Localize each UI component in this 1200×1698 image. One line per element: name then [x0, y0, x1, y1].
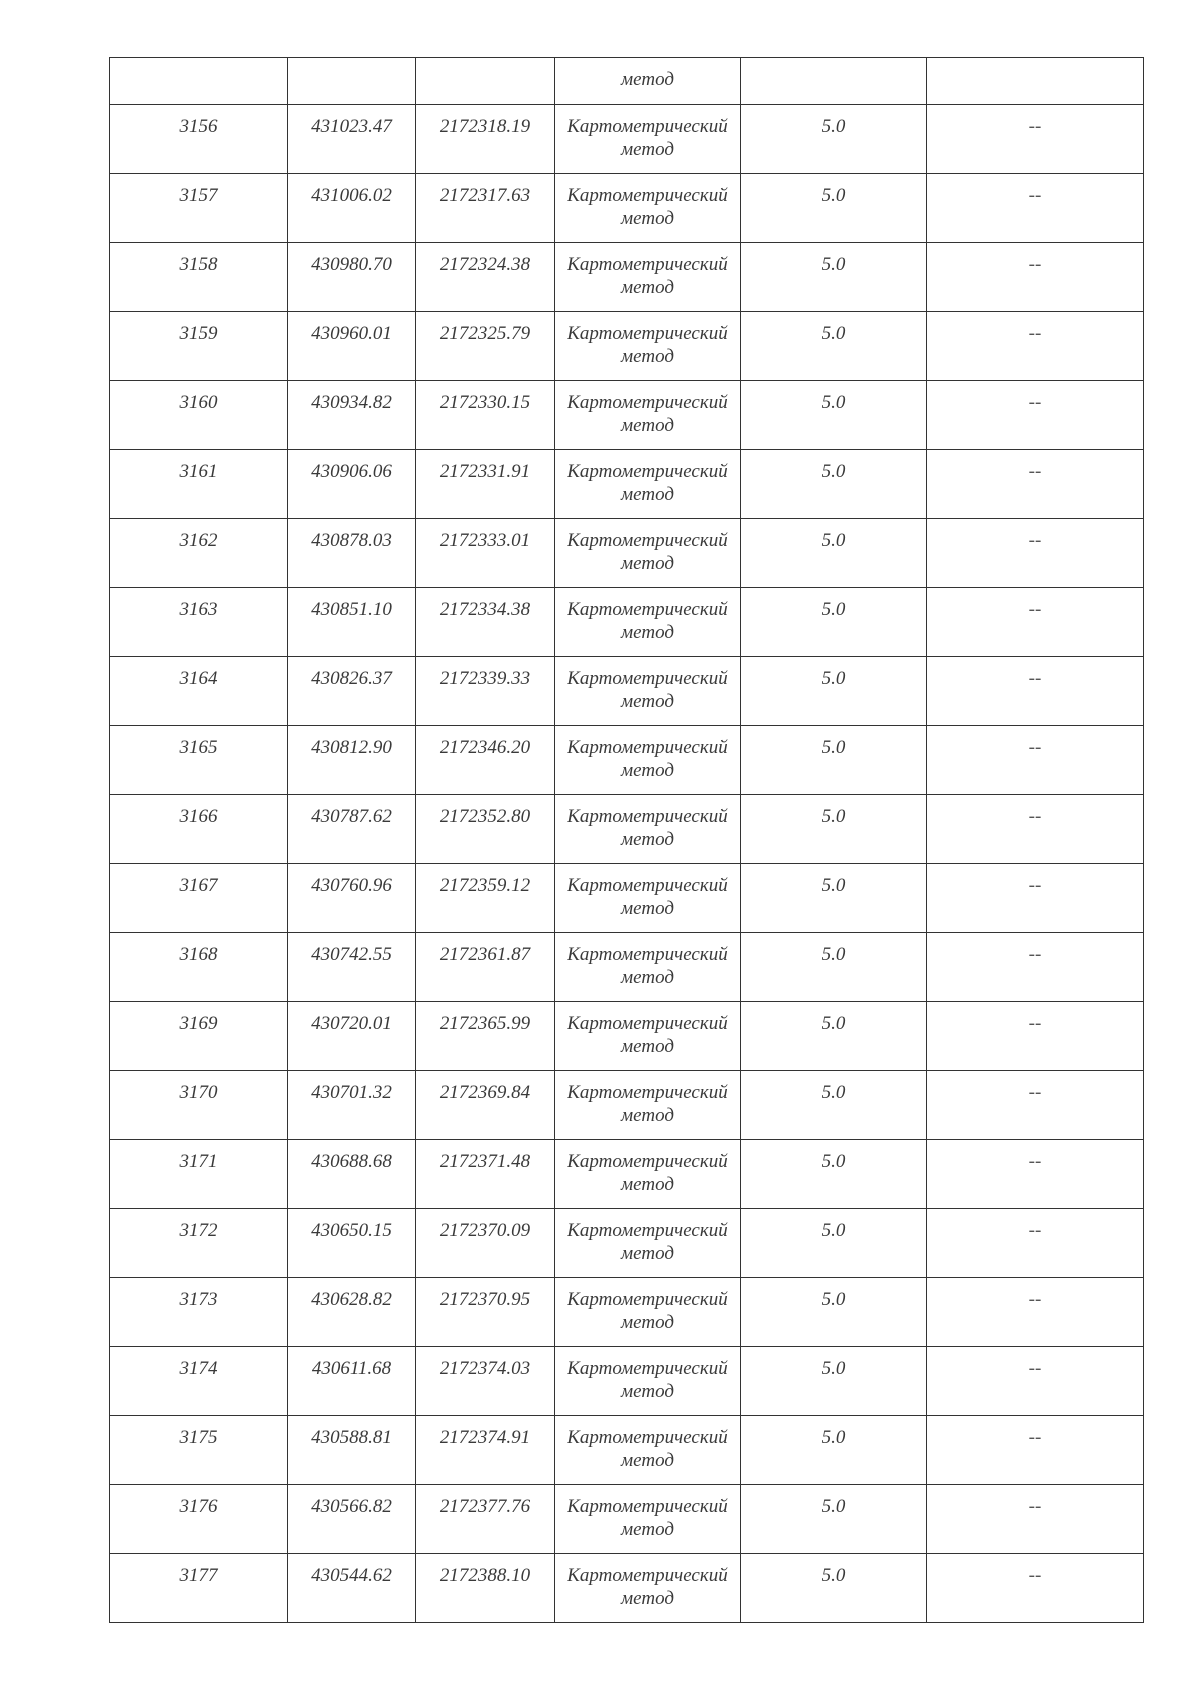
- y-cell: 2172371.48: [416, 1140, 555, 1209]
- method-line-2: метод: [621, 1450, 674, 1471]
- note-cell: --: [927, 381, 1144, 450]
- accuracy-cell: 5.0: [741, 243, 927, 312]
- method-cell: [555, 1002, 741, 1071]
- accuracy-cell: 5.0: [741, 381, 927, 450]
- x-cell: 430934.82: [288, 381, 416, 450]
- note-cell: --: [927, 1347, 1144, 1416]
- x-cell: 430611.68: [288, 1347, 416, 1416]
- x-cell: [288, 58, 416, 105]
- method-line-2: метод: [621, 898, 674, 919]
- method-line-2: метод: [621, 139, 674, 160]
- method-cell: [555, 588, 741, 657]
- y-cell: 2172374.03: [416, 1347, 555, 1416]
- point-cell: 3158: [110, 243, 288, 312]
- method-line-1: Картометрический: [567, 1220, 728, 1241]
- method-line-2: метод: [621, 553, 674, 574]
- note-cell: --: [927, 174, 1144, 243]
- x-cell: 431023.47: [288, 105, 416, 174]
- method-line-2: метод: [621, 760, 674, 781]
- accuracy-cell: 5.0: [741, 588, 927, 657]
- method-line-1: Картометрический: [567, 185, 728, 206]
- accuracy-cell: 5.0: [741, 312, 927, 381]
- method-cell: [555, 657, 741, 726]
- y-cell: 2172388.10: [416, 1554, 555, 1623]
- method-line-1: Картометрический: [567, 1013, 728, 1034]
- method-line-2: метод: [621, 415, 674, 436]
- accuracy-cell: [741, 58, 927, 105]
- method-cell: [555, 1140, 741, 1209]
- note-cell: --: [927, 519, 1144, 588]
- method-line-1: Картометрический: [567, 254, 728, 275]
- x-cell: 430760.96: [288, 864, 416, 933]
- x-cell: 430588.81: [288, 1416, 416, 1485]
- table-row: [110, 1278, 1144, 1347]
- method-line-1: Картометрический: [567, 668, 728, 689]
- table-row: [110, 105, 1144, 174]
- accuracy-cell: 5.0: [741, 864, 927, 933]
- table-row: [110, 933, 1144, 1002]
- method-line-2: метод: [621, 1381, 674, 1402]
- point-cell: 3164: [110, 657, 288, 726]
- note-cell: --: [927, 1278, 1144, 1347]
- method-line-1: Картометрический: [567, 944, 728, 965]
- table-row: [110, 1071, 1144, 1140]
- method-cell: [555, 519, 741, 588]
- y-cell: 2172325.79: [416, 312, 555, 381]
- method-cell: [555, 1347, 741, 1416]
- y-cell: 2172352.80: [416, 795, 555, 864]
- x-cell: 430906.06: [288, 450, 416, 519]
- note-cell: --: [927, 312, 1144, 381]
- y-cell: 2172333.01: [416, 519, 555, 588]
- y-cell: 2172365.99: [416, 1002, 555, 1071]
- accuracy-cell: 5.0: [741, 1002, 927, 1071]
- x-cell: 430980.70: [288, 243, 416, 312]
- note-cell: --: [927, 1485, 1144, 1554]
- table-row: [110, 519, 1144, 588]
- x-cell: 430742.55: [288, 933, 416, 1002]
- accuracy-cell: 5.0: [741, 105, 927, 174]
- method-cell: [555, 795, 741, 864]
- accuracy-cell: 5.0: [741, 1071, 927, 1140]
- method-line-2: метод: [621, 1588, 674, 1609]
- method-line-2: метод: [621, 829, 674, 850]
- method-line-1: Картометрический: [567, 116, 728, 137]
- point-cell: 3157: [110, 174, 288, 243]
- x-cell: 430720.01: [288, 1002, 416, 1071]
- note-cell: --: [927, 450, 1144, 519]
- x-cell: 430628.82: [288, 1278, 416, 1347]
- method-cell: [555, 1071, 741, 1140]
- method-cell: [555, 174, 741, 243]
- x-cell: 430544.62: [288, 1554, 416, 1623]
- y-cell: 2172361.87: [416, 933, 555, 1002]
- table-row: [110, 381, 1144, 450]
- x-cell: 430688.68: [288, 1140, 416, 1209]
- method-cell: [555, 933, 741, 1002]
- method-line-2: метод: [621, 277, 674, 298]
- method-line-1: Картометрический: [567, 392, 728, 413]
- method-line-2: метод: [621, 1036, 674, 1057]
- method-line-1: Картометрический: [567, 1082, 728, 1103]
- method-line-1: Картометрический: [567, 1151, 728, 1172]
- table-row: [110, 312, 1144, 381]
- x-cell: 430851.10: [288, 588, 416, 657]
- y-cell: 2172334.38: [416, 588, 555, 657]
- y-cell: [416, 58, 555, 105]
- continuation-row: [110, 58, 1144, 105]
- note-cell: --: [927, 1071, 1144, 1140]
- accuracy-cell: 5.0: [741, 174, 927, 243]
- point-cell: 3160: [110, 381, 288, 450]
- method-cell: [555, 1278, 741, 1347]
- method-line-2: метод: [621, 484, 674, 505]
- accuracy-cell: 5.0: [741, 1416, 927, 1485]
- method-cell: [555, 1485, 741, 1554]
- point-cell: 3175: [110, 1416, 288, 1485]
- accuracy-cell: 5.0: [741, 519, 927, 588]
- x-cell: 430878.03: [288, 519, 416, 588]
- note-cell: --: [927, 795, 1144, 864]
- method-line-1: Картометрический: [567, 461, 728, 482]
- x-cell: 430566.82: [288, 1485, 416, 1554]
- y-cell: 2172324.38: [416, 243, 555, 312]
- point-cell: 3177: [110, 1554, 288, 1623]
- accuracy-cell: 5.0: [741, 1554, 927, 1623]
- method-line-2: метод: [621, 1243, 674, 1264]
- method-line-2: метод: [621, 346, 674, 367]
- method-cell: [555, 243, 741, 312]
- table-row: [110, 1416, 1144, 1485]
- note-cell: --: [927, 588, 1144, 657]
- table-row: [110, 588, 1144, 657]
- method-cell: [555, 1416, 741, 1485]
- method-line-2: метод: [621, 1105, 674, 1126]
- note-cell: --: [927, 243, 1144, 312]
- table-row: [110, 864, 1144, 933]
- method-line-1: Картометрический: [567, 806, 728, 827]
- note-cell: --: [927, 933, 1144, 1002]
- y-cell: 2172370.95: [416, 1278, 555, 1347]
- method-cell: [555, 1554, 741, 1623]
- note-cell: --: [927, 1416, 1144, 1485]
- table-row: [110, 726, 1144, 795]
- method-line-1: Картометрический: [567, 1427, 728, 1448]
- x-cell: 431006.02: [288, 174, 416, 243]
- accuracy-cell: 5.0: [741, 1209, 927, 1278]
- point-cell: 3173: [110, 1278, 288, 1347]
- point-cell: 3162: [110, 519, 288, 588]
- note-cell: --: [927, 1002, 1144, 1071]
- y-cell: 2172318.19: [416, 105, 555, 174]
- table-row: [110, 1485, 1144, 1554]
- method-line-1: Картометрический: [567, 1565, 728, 1586]
- x-cell: 430812.90: [288, 726, 416, 795]
- method-cell: [555, 450, 741, 519]
- table-row: [110, 657, 1144, 726]
- method-line-2: метод: [621, 967, 674, 988]
- table-row: [110, 1140, 1144, 1209]
- method-line-2: метод: [621, 1519, 674, 1540]
- accuracy-cell: 5.0: [741, 657, 927, 726]
- x-cell: 430650.15: [288, 1209, 416, 1278]
- point-cell: 3168: [110, 933, 288, 1002]
- point-cell: 3161: [110, 450, 288, 519]
- method-line-2: метод: [621, 1312, 674, 1333]
- method-line-1: Картометрический: [567, 1496, 728, 1517]
- method-line-2: метод: [621, 1174, 674, 1195]
- point-cell: 3171: [110, 1140, 288, 1209]
- method-line-2: метод: [621, 69, 674, 90]
- y-cell: 2172370.09: [416, 1209, 555, 1278]
- coordinates-table: [109, 57, 1144, 1623]
- point-cell: 3169: [110, 1002, 288, 1071]
- table-row: [110, 1002, 1144, 1071]
- table-row: [110, 795, 1144, 864]
- method-line-2: метод: [621, 622, 674, 643]
- table-row: [110, 450, 1144, 519]
- point-cell: 3170: [110, 1071, 288, 1140]
- y-cell: 2172346.20: [416, 726, 555, 795]
- note-cell: --: [927, 864, 1144, 933]
- point-cell: 3172: [110, 1209, 288, 1278]
- table-row: [110, 1209, 1144, 1278]
- method-cell: [555, 312, 741, 381]
- note-cell: --: [927, 1554, 1144, 1623]
- method-cell: [555, 1209, 741, 1278]
- accuracy-cell: 5.0: [741, 450, 927, 519]
- accuracy-cell: 5.0: [741, 726, 927, 795]
- method-line-1: Картометрический: [567, 1289, 728, 1310]
- x-cell: 430701.32: [288, 1071, 416, 1140]
- table-row: [110, 1347, 1144, 1416]
- note-cell: --: [927, 1140, 1144, 1209]
- accuracy-cell: 5.0: [741, 1485, 927, 1554]
- y-cell: 2172377.76: [416, 1485, 555, 1554]
- accuracy-cell: 5.0: [741, 1347, 927, 1416]
- method-line-1: Картометрический: [567, 1358, 728, 1379]
- accuracy-cell: 5.0: [741, 1278, 927, 1347]
- y-cell: 2172331.91: [416, 450, 555, 519]
- method-cell: [555, 864, 741, 933]
- method-line-1: Картометрический: [567, 323, 728, 344]
- table-row: [110, 174, 1144, 243]
- table-row: [110, 243, 1144, 312]
- method-line-2: метод: [621, 208, 674, 229]
- note-cell: --: [927, 1209, 1144, 1278]
- method-cell: [555, 726, 741, 795]
- point-cell: 3156: [110, 105, 288, 174]
- method-line-1: Картометрический: [567, 599, 728, 620]
- accuracy-cell: 5.0: [741, 933, 927, 1002]
- point-cell: 3167: [110, 864, 288, 933]
- y-cell: 2172369.84: [416, 1071, 555, 1140]
- method-cell: [555, 58, 741, 105]
- method-line-2: метод: [621, 691, 674, 712]
- x-cell: 430787.62: [288, 795, 416, 864]
- point-cell: 3165: [110, 726, 288, 795]
- y-cell: 2172374.91: [416, 1416, 555, 1485]
- point-cell: 3166: [110, 795, 288, 864]
- y-cell: 2172359.12: [416, 864, 555, 933]
- table-row: [110, 1554, 1144, 1623]
- method-line-1: Картометрический: [567, 530, 728, 551]
- point-cell: [110, 58, 288, 105]
- point-cell: 3174: [110, 1347, 288, 1416]
- coordinates-table-body: [110, 58, 1144, 1623]
- point-cell: 3176: [110, 1485, 288, 1554]
- method-line-1: Картометрический: [567, 737, 728, 758]
- note-cell: --: [927, 657, 1144, 726]
- method-cell: [555, 105, 741, 174]
- method-cell: [555, 381, 741, 450]
- method-line-1: Картометрический: [567, 875, 728, 896]
- y-cell: 2172330.15: [416, 381, 555, 450]
- x-cell: 430960.01: [288, 312, 416, 381]
- accuracy-cell: 5.0: [741, 795, 927, 864]
- note-cell: [927, 58, 1144, 105]
- accuracy-cell: 5.0: [741, 1140, 927, 1209]
- point-cell: 3163: [110, 588, 288, 657]
- y-cell: 2172317.63: [416, 174, 555, 243]
- note-cell: --: [927, 726, 1144, 795]
- y-cell: 2172339.33: [416, 657, 555, 726]
- point-cell: 3159: [110, 312, 288, 381]
- x-cell: 430826.37: [288, 657, 416, 726]
- note-cell: --: [927, 105, 1144, 174]
